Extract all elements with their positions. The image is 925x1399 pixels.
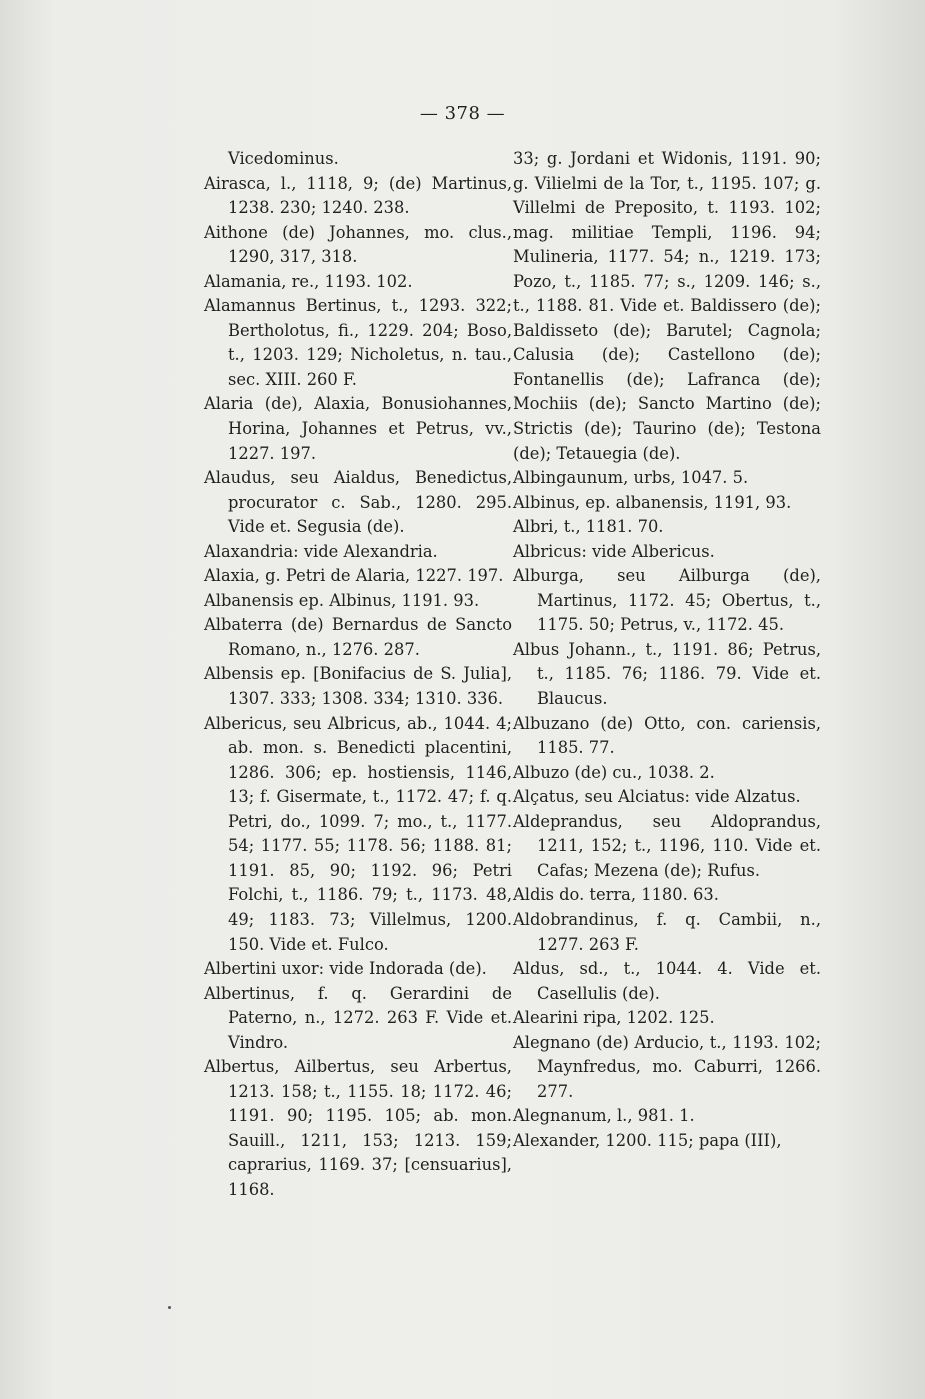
index-entry: 33; g. Jordani et Widonis, 1191. 90; g. Vilielmi de la Tor, t., 1195. 107; g. Villelmi de Preposito, t. 1193. 102; mag. militiae Templi, 1196. 94; Mulineria, 1177. 54; n., 1219. 173; Pozo, t., 1185. 77; s., 1209. 146; s., t., 1188. 81. Vide et. Baldissero (de); Baldisseto (de); Barutel; Cagnola; Calusia (de); Castellono (de); Fontanellis (de); Lafranca (de); Mochiis (de); Sancto Martino (de); Strictis (de); Taurino (de); Testona (de); Tetauegia (de). (513, 149, 821, 463)
index-entry: Aldus, sd., t., 1044. 4. Vide et. Casellulis (de). (513, 959, 821, 1003)
index-column-left (204, 147, 512, 1203)
index-entry: Alamannus Bertinus, t., 1293. 322; Bertholotus, fi., 1229. 204; Boso, t., 1203. 129; Nicholetus, n. tau., sec. XIII. 260 F. (204, 296, 512, 389)
index-entry: Alburga, seu Ailburga (de), Martinus, 1172. 45; Obertus, t., 1175. 50; Petrus, v., 1172. 45. (513, 566, 821, 635)
index-column-right (513, 147, 821, 1153)
index-entry: Albricus: vide Albericus. (513, 541, 715, 561)
index-entry: Albertus, Ailbertus, seu Arbertus, 1213. 158; t., 1155. 18; 1172. 46; 1191. 90; 1195. 105; ab. mon. Sauill., 1211, 153; 1213. 159; caprarius, 1169. 37; [censuarius], 1168. (204, 1057, 512, 1199)
index-entry: Albertinus, f. q. Gerardini de Paterno, n., 1272. 263 F. Vide et. Vindro. (204, 983, 512, 1052)
index-entry: Alamania, re., 1193. 102. (204, 271, 413, 291)
index-entry: Albensis ep. [Bonifacius de S. Julia], 1307. 333; 1308. 334; 1310. 336. (204, 664, 512, 709)
index-entry: Alaxia, g. Petri de Alaria, 1227. 197. (204, 566, 504, 586)
index-entry: Alegnano (de) Arducio, t., 1193. 102; Maynfredus, mo. Caburri, 1266. 277. (513, 1032, 821, 1101)
page-number: — 378 — (419, 103, 506, 124)
index-entry: Alearini ripa, 1202. 125. (513, 1008, 715, 1028)
index-entry: Alaudus, seu Aialdus, Benedictus, procurator c. Sab., 1280. 295. Vide et. Segusia (de). (204, 468, 512, 537)
index-entry: Airasca, l., 1118, 9; (de) Martinus, 1238. 230; 1240. 238. (204, 173, 512, 218)
index-entry: Albaterra (de) Bernardus de Sancto Romano, n., 1276. 287. (204, 615, 512, 659)
index-entry: Alaxandria: vide Alexandria. (204, 541, 438, 561)
index-entry: Albus Johann., t., 1191. 86; Petrus, t., 1185. 76; 1186. 79. Vide et. Blaucus. (513, 639, 821, 709)
scan-speck (168, 1306, 171, 1309)
index-entry: Albericus, seu Albricus, ab., 1044. 4; ab. mon. s. Benedicti placentini, 1286. 306; ep. hostiensis, 1146, 13; f. Gisermate, t., 1172. 47; f. q. Petri, do., 1099. 7; mo., t., 1177. 54; 1177. 55; 1178. 56; 1188. 81; 1191. 85, 90; 1192. 96; Petri Folchi, t., 1186. 79; t., 1173. 48, 49; 1183. 73; Villelmus, 1200. 150. Vide et. Fulco. (204, 713, 512, 954)
index-entry: Albri, t., 1181. 70. (513, 517, 664, 537)
index-entry: Aldobrandinus, f. q. Cambii, n., 1277. 263 F. (513, 909, 821, 954)
index-entry: Albuzano (de) Otto, con. cariensis, 1185. 77. (513, 713, 821, 758)
index-entry: Albertini uxor: vide Indorada (de). (204, 959, 487, 979)
index-entry: Alçatus, seu Alciatus: vide Alzatus. (513, 787, 801, 807)
index-entry: Albuzo (de) cu., 1038. 2. (513, 762, 715, 782)
index-entry: Alegnanum, l., 981. 1. (513, 1106, 695, 1126)
index-entry: Albinus, ep. albanensis, 1191, 93. (513, 492, 792, 512)
index-entry: Alexander, 1200. 115; papa (III), (513, 1130, 782, 1150)
index-entry: Albanensis ep. Albinus, 1191. 93. (204, 590, 480, 610)
index-entry: Aldis do. terra, 1180. 63. (513, 885, 719, 905)
index-entry: Albingaunum, urbs, 1047. 5. (513, 468, 749, 488)
index-entry: Alaria (de), Alaxia, Bonusiohannes, Horina, Johannes et Petrus, vv., 1227. 197. (204, 394, 512, 463)
index-entry: Aithone (de) Johannes, mo. clus., 1290, 317, 318. (204, 222, 512, 267)
index-entry: Aldeprandus, seu Aldoprandus, 1211, 152; t., 1196, 110. Vide et. Cafas; Mezena (de); Rufus. (513, 811, 821, 880)
index-entry: Vicedominus. (228, 149, 339, 168)
